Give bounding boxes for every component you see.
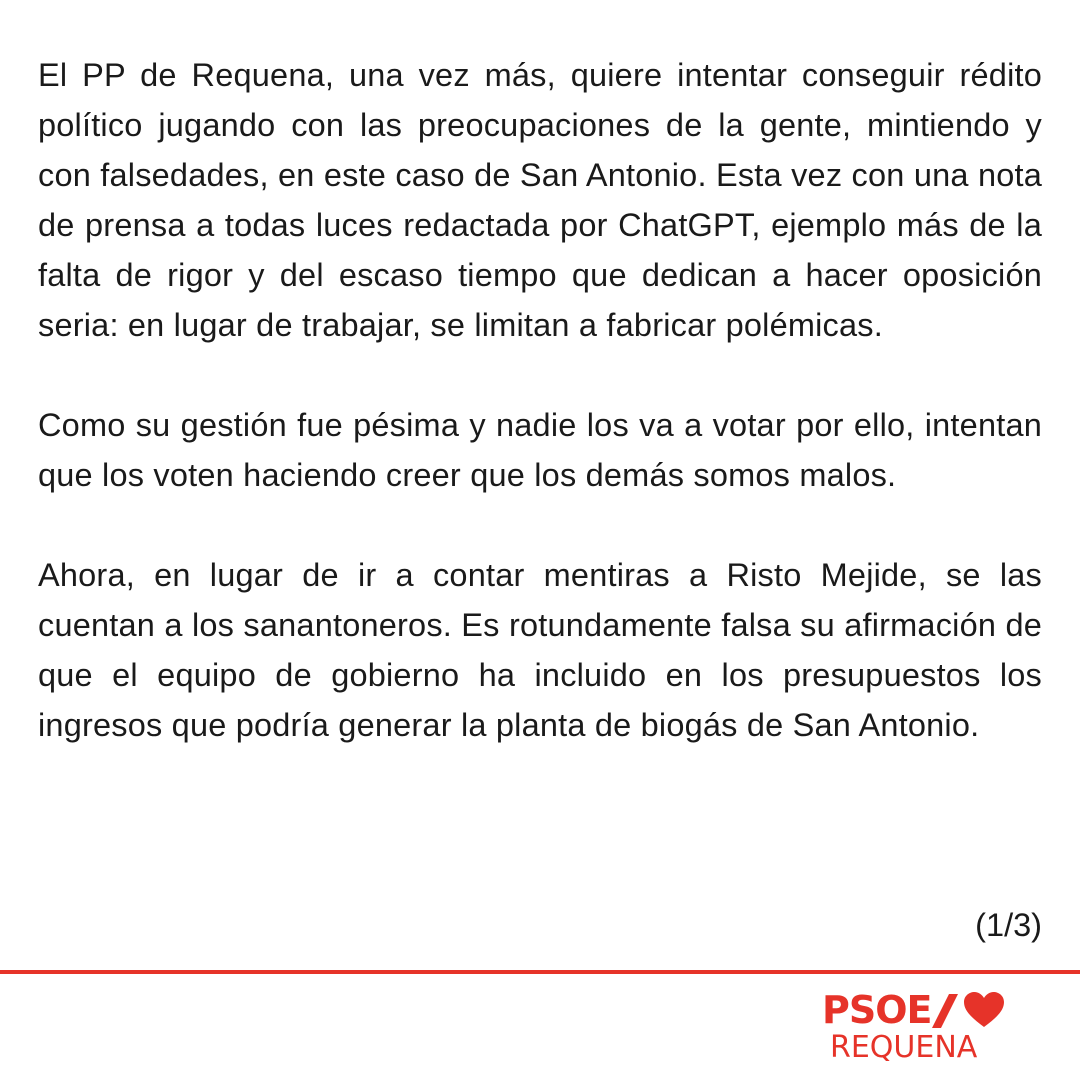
slash-icon bbox=[932, 994, 958, 1028]
logo-psoe-text: PSOE bbox=[822, 988, 932, 1032]
red-divider bbox=[0, 970, 1080, 974]
statement-body bbox=[38, 50, 1042, 750]
paragraph-2: Como su gestión fue pésima y nadie los va a votar por ello, intentan que los voten haciendo creer que los demás somos malos. bbox=[38, 407, 1042, 493]
logo-requena-text: REQUENA bbox=[830, 1030, 978, 1065]
paragraph-1: El PP de Requena, una vez más, quiere intentar conseguir rédito político jugando con las preocupaciones de la gente, mintiendo y con falsedades, en este caso de San Antonio. Esta vez con una nota de prensa a todas luces redactada por ChatGPT, ejemplo más de la falta de rigor y del escaso tiempo que dedican a hacer oposición seria: en lugar de trabajar, se limitan a fabricar polémicas. bbox=[38, 57, 1042, 343]
psoe-requena-logo bbox=[822, 988, 1022, 1068]
page-counter: (1/3) bbox=[975, 907, 1042, 943]
paragraph-3: Ahora, en lugar de ir a contar mentiras a Risto Mejide, se las cuentan a los sanantoneros. Es rotundamente falsa su afirmación de que el equipo de gobierno ha incluido en los presupuestos los ingresos que podría generar la planta de biogás de San Antonio. bbox=[38, 557, 1042, 743]
heart-icon bbox=[964, 992, 1004, 1028]
